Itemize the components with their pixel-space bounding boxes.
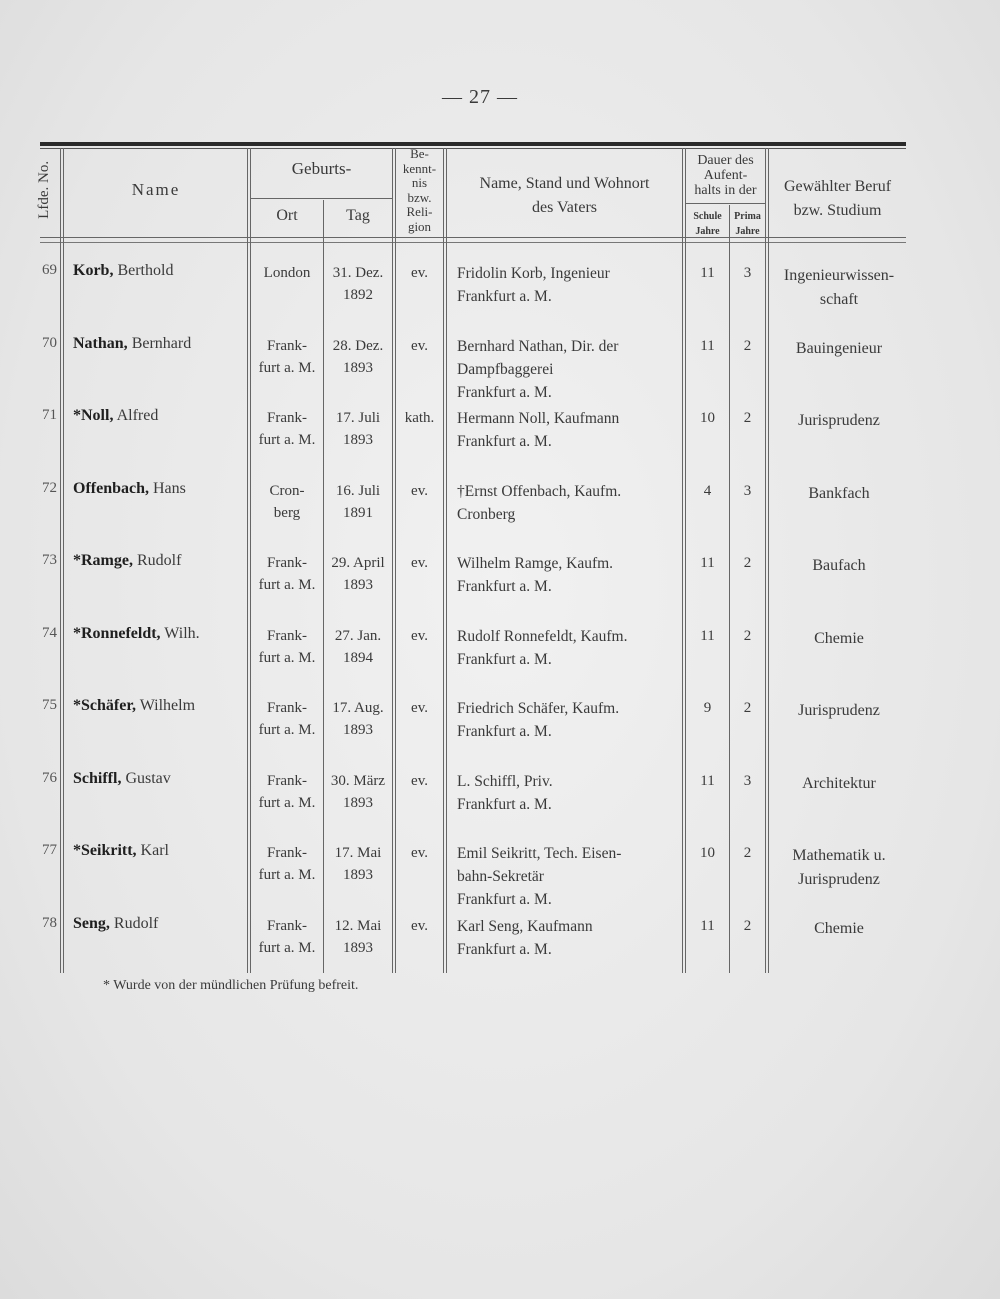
- student-given-name: Wilhelm: [139, 697, 196, 714]
- years-school: 11: [700, 555, 715, 571]
- chosen-profession: Jurisprudenz: [798, 702, 880, 719]
- years-prima: 2: [743, 628, 752, 644]
- birth-date: 31. Dez. 1892: [332, 265, 384, 303]
- student-name: [73, 262, 248, 280]
- student-surname: Schiffl,: [73, 770, 122, 787]
- years-prima: 3: [743, 265, 752, 281]
- years-prima: 3: [743, 773, 752, 789]
- father-info: Rudolf Ronnefeldt, Kaufm. Frankfurt a. M.: [457, 628, 628, 668]
- student-surname: Offenbach,: [73, 480, 149, 497]
- student-given-name: Rudolf: [136, 552, 182, 569]
- student-surname: *Schäfer,: [73, 697, 136, 714]
- student-name: [73, 335, 248, 353]
- row-number: 71: [42, 407, 57, 423]
- student-name: [73, 625, 248, 643]
- student-surname: *Seikritt,: [73, 842, 137, 859]
- birth-place: Frank- furt a. M.: [258, 845, 316, 883]
- chosen-profession: Ingenieurwissen- schaft: [783, 267, 895, 308]
- years-prima: 2: [743, 555, 752, 571]
- father-info: †Ernst Offenbach, Kaufm. Cronberg: [457, 483, 622, 523]
- years-prima: 2: [743, 918, 752, 934]
- father-info: Friedrich Schäfer, Kaufm. Frankfurt a. M.: [457, 700, 620, 740]
- religion: ev.: [411, 338, 428, 354]
- row-number: 75: [42, 697, 57, 713]
- header-tag: Tag: [346, 207, 370, 224]
- birth-date: 17. Aug. 1893: [332, 700, 384, 738]
- column-divider: [443, 148, 447, 973]
- father-info: Karl Seng, Kaufmann Frankfurt a. M.: [457, 918, 593, 958]
- years-prima: 2: [743, 410, 752, 426]
- birth-place: London: [263, 265, 311, 281]
- row-number: 69: [42, 262, 57, 278]
- header-beruf: Gewählter Beruf bzw. Studium: [783, 178, 892, 219]
- years-prima: 2: [743, 845, 752, 861]
- birth-place: Cron- berg: [269, 483, 305, 521]
- birth-place: Frank- furt a. M.: [258, 700, 316, 738]
- chosen-profession: Bauingenieur: [795, 340, 883, 357]
- religion: ev.: [411, 773, 428, 789]
- birth-date: 16. Juli 1891: [335, 483, 381, 521]
- chosen-profession: Architektur: [802, 775, 876, 792]
- row-number: 73: [42, 552, 57, 568]
- student-surname: Korb,: [73, 262, 114, 279]
- years-school: 10: [700, 410, 715, 426]
- student-surname: *Ronnefeldt,: [73, 625, 161, 642]
- student-name: [73, 480, 248, 498]
- chosen-profession: Jurisprudenz: [798, 412, 880, 429]
- birth-place: Frank- furt a. M.: [258, 628, 316, 666]
- header-name: Name: [131, 180, 181, 199]
- header-prima: Prima Jahre: [734, 211, 761, 237]
- years-prima: 2: [743, 338, 752, 354]
- table-top-rule-thin: [40, 148, 906, 149]
- header-lfd-no: Lfde. No.: [36, 160, 53, 219]
- years-prima: 3: [743, 483, 752, 499]
- student-surname: Nathan,: [73, 335, 128, 352]
- father-info: Hermann Noll, Kaufmann Frankfurt a. M.: [457, 410, 620, 450]
- father-info: Bernhard Nathan, Dir. der Dampfbaggerei Frankfurt a. M.: [457, 338, 619, 401]
- row-number: 76: [42, 770, 57, 786]
- father-info: Emil Seikritt, Tech. Eisen- bahn-Sekretär Frankfurt a. M.: [457, 845, 622, 908]
- religion: ev.: [411, 483, 428, 499]
- chosen-profession: Chemie: [814, 920, 864, 937]
- birth-place: Frank- furt a. M.: [258, 918, 316, 956]
- father-info: L. Schiffl, Priv. Frankfurt a. M.: [457, 773, 553, 813]
- student-given-name: Rudolf: [113, 915, 159, 932]
- religion: ev.: [411, 918, 428, 934]
- student-name: [73, 770, 248, 788]
- student-name: [73, 552, 248, 570]
- religion: ev.: [411, 845, 428, 861]
- years-school: 11: [700, 265, 715, 281]
- religion: ev.: [411, 628, 428, 644]
- years-school: 11: [700, 773, 715, 789]
- student-given-name: Bernhard: [131, 335, 192, 352]
- student-name: [73, 407, 248, 425]
- religion: ev.: [411, 700, 428, 716]
- footnote: * Wurde von der mündlichen Prüfung befreit.: [103, 978, 359, 993]
- header-bekenntnis: Be- kennt- nis bzw. Reli- gion: [402, 146, 437, 234]
- birth-date: 17. Mai 1893: [334, 845, 382, 883]
- header-ort: Ort: [276, 207, 298, 224]
- student-given-name: Berthold: [117, 262, 174, 279]
- religion: kath.: [404, 410, 435, 426]
- years-prima: 2: [743, 700, 752, 716]
- birth-place: Frank- furt a. M.: [258, 773, 316, 811]
- header-dauer: Dauer des Aufent- halts in der: [694, 153, 757, 198]
- chosen-profession: Chemie: [814, 630, 864, 647]
- student-given-name: Hans: [153, 480, 186, 497]
- years-school: 4: [703, 483, 712, 499]
- years-school: 11: [700, 918, 715, 934]
- birth-date: 12. Mai 1893: [334, 918, 382, 956]
- student-given-name: Karl: [140, 842, 169, 859]
- religion: ev.: [411, 555, 428, 571]
- student-surname: *Ramge,: [73, 552, 133, 569]
- header-schule: Schule Jahre: [693, 211, 722, 237]
- birth-date: 29. April 1893: [331, 555, 385, 593]
- birth-place: Frank- furt a. M.: [258, 338, 316, 376]
- birth-place: Frank- furt a. M.: [258, 555, 316, 593]
- row-number: 77: [42, 842, 57, 858]
- header-geburts: Geburts-: [291, 159, 352, 178]
- chosen-profession: Mathematik u. Jurisprudenz: [792, 847, 886, 888]
- student-name: [73, 697, 248, 715]
- geburts-subrule: [251, 198, 392, 199]
- chosen-profession: Baufach: [812, 557, 866, 574]
- years-school: 11: [700, 338, 715, 354]
- student-given-name: Gustav: [125, 770, 171, 787]
- birth-date: 27. Jan. 1894: [334, 628, 382, 666]
- birth-date: 28. Dez. 1893: [332, 338, 384, 376]
- years-school: 11: [700, 628, 715, 644]
- header-bottom-rule-2: [40, 242, 906, 243]
- birth-place: Frank- furt a. M.: [258, 410, 316, 448]
- student-name: [73, 842, 248, 860]
- years-school: 10: [700, 845, 715, 861]
- table-top-rule: [40, 142, 906, 146]
- row-number: 74: [42, 625, 57, 641]
- student-given-name: Alfred: [116, 407, 159, 424]
- row-number: 78: [42, 915, 57, 931]
- father-info: Fridolin Korb, Ingenieur Frankfurt a. M.: [457, 265, 610, 305]
- column-divider: [60, 148, 64, 973]
- student-surname: *Noll,: [73, 407, 114, 424]
- birth-date: 17. Juli 1893: [335, 410, 381, 448]
- row-number: 72: [42, 480, 57, 496]
- years-school: 9: [703, 700, 712, 716]
- student-name: [73, 915, 248, 933]
- religion: ev.: [411, 265, 428, 281]
- father-info: Wilhelm Ramge, Kaufm. Frankfurt a. M.: [457, 555, 614, 595]
- dauer-subrule: [686, 203, 765, 204]
- header-bottom-rule: [40, 237, 906, 238]
- header-vater: Name, Stand und Wohnort des Vaters: [479, 175, 650, 216]
- student-surname: Seng,: [73, 915, 110, 932]
- row-number: 70: [42, 335, 57, 351]
- student-given-name: Wilh.: [164, 625, 200, 642]
- page-number: — 27 —: [442, 86, 518, 108]
- chosen-profession: Bankfach: [808, 485, 870, 502]
- birth-date: 30. März 1893: [330, 773, 386, 811]
